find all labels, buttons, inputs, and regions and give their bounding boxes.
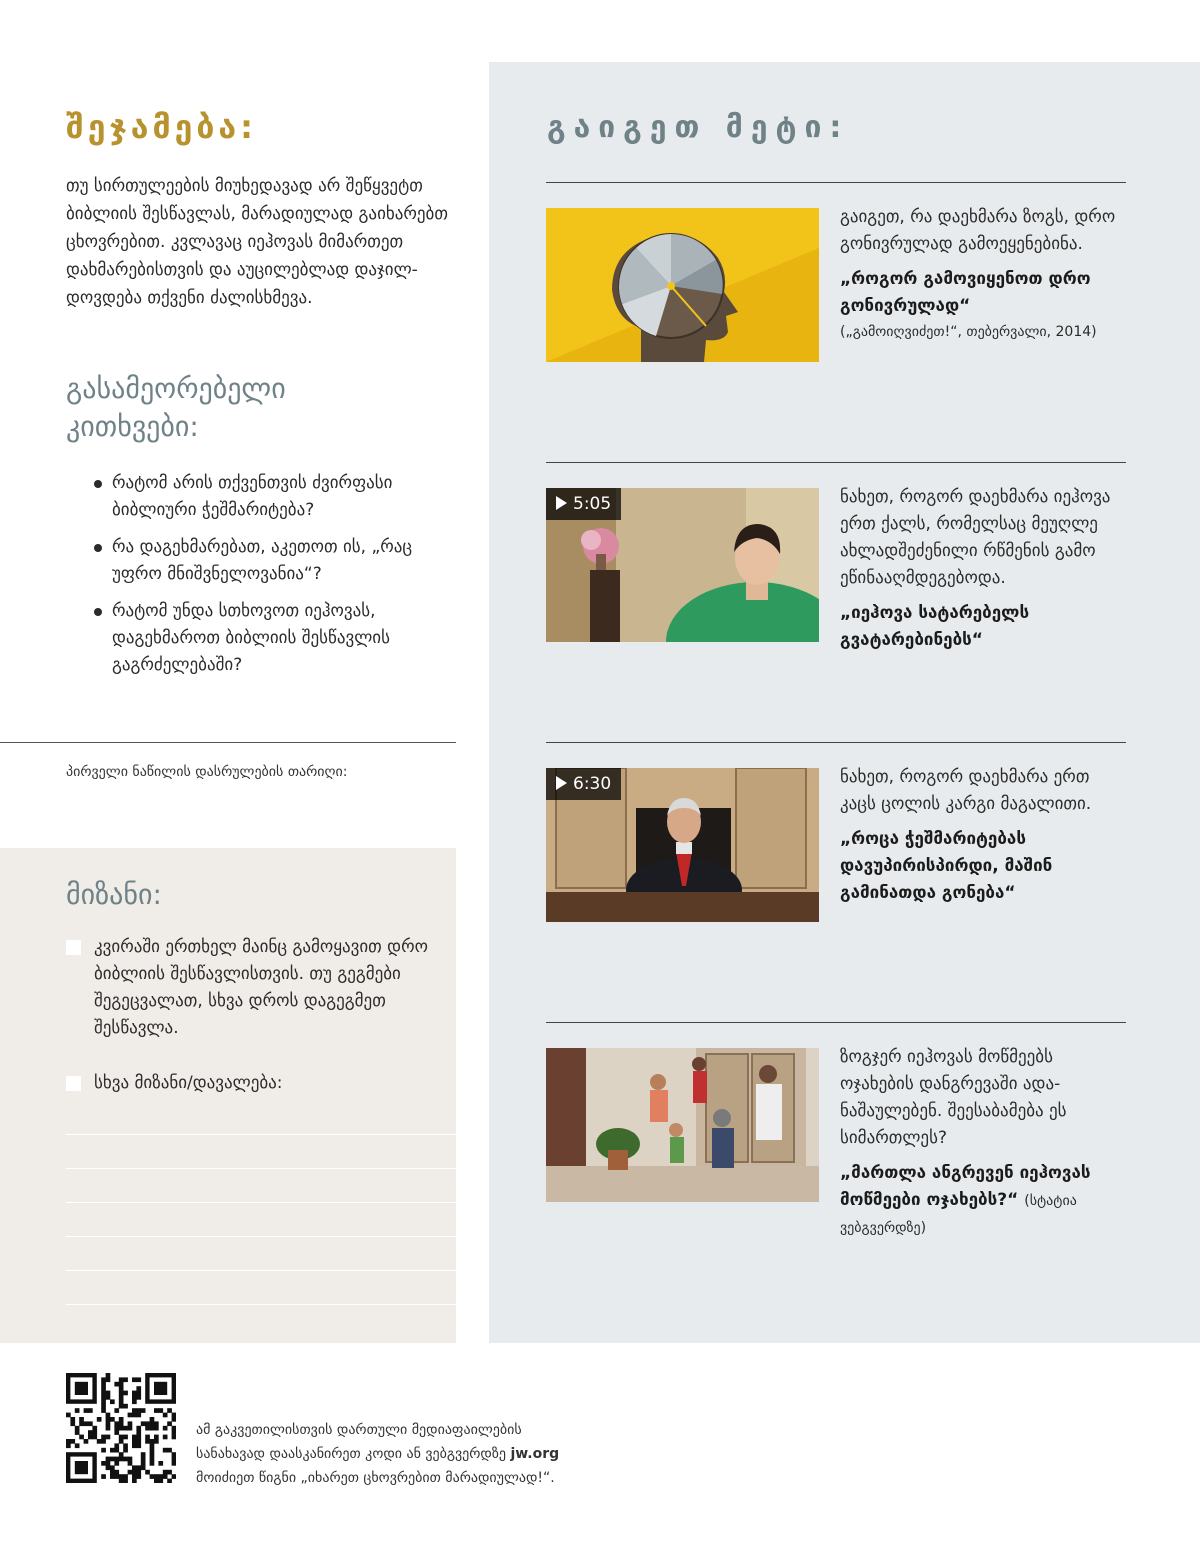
writing-line [66, 1236, 456, 1237]
divider [546, 742, 1126, 743]
goal-title: მიზანი: [66, 878, 162, 911]
qr-code-graphic [66, 1373, 176, 1483]
item-title[interactable]: „როგორ გამოვიყენოთ დრო გონივრულად“ [840, 269, 1091, 316]
item-title[interactable]: „იეჰოვა სატარებელს გვატარებინებს“ [840, 603, 1030, 650]
goal-item [66, 1070, 446, 1097]
summary-title: შეჯამება: [66, 108, 257, 146]
play-icon [556, 776, 567, 790]
writing-line [66, 1270, 456, 1271]
learn-more-panel [489, 62, 1200, 1343]
item-description: ზოგჯერ იეჰოვას მოწმეებს ოჯახების დანგრევაში ადანაშაულებენ. შეესაბამება ეს სიმართლეს? [840, 1047, 1067, 1148]
qr-code[interactable] [66, 1373, 176, 1483]
review-questions-title: გასამეორებელი კითხვები: [66, 372, 286, 443]
writing-lines[interactable] [66, 1134, 456, 1338]
summary-text: თუ სირთულეების მიუხედავად არ შეწყვეტთ ბიბლიის შესწავლას, მარადიულად გაიხარებთ ცხოვრებით. კვლავაც იეჰოვას მიმართეთ დახმარებისთვის და აუცილებლად დაჯილდოვდება თქვენი ძალისხმევა. [66, 176, 448, 308]
footer-line [196, 1442, 716, 1466]
goal-panel [0, 848, 456, 1343]
head-clock-illustration [546, 208, 819, 362]
divider [0, 742, 456, 743]
item-description: ნახეთ, როგორ დაეხმარა ერთ კაცს ცოლის კარგი მაგალითი. [840, 767, 1092, 814]
goal-checkbox[interactable] [66, 1076, 81, 1091]
review-question: რატომ უნდა სთხოვოთ იეჰოვას, დაგეხმაროთ ბიბლიის შესწავლის გაგრძელებაში? [94, 598, 444, 679]
article-thumbnail[interactable] [546, 208, 819, 362]
footer-line: მოიძიეთ წიგნი „იხარეთ ცხოვრებით მარადიულად!“. [196, 1470, 555, 1486]
divider [546, 1022, 1126, 1023]
video-thumbnail[interactable] [546, 768, 819, 922]
video-duration-badge [546, 488, 621, 520]
footer-text [196, 1418, 716, 1490]
writing-line [66, 1134, 456, 1135]
website-link[interactable]: jw.org [510, 1446, 560, 1462]
video-duration: 6:30 [573, 774, 612, 794]
divider [546, 182, 1126, 183]
completion-date-label: პირველი ნაწილის დასრულების თარიღი: [66, 764, 348, 780]
left-column [0, 0, 456, 1343]
learn-more-title: გაიგეთ მეტი: [547, 110, 850, 145]
goal-item [66, 934, 446, 1042]
video-thumbnail[interactable] [546, 488, 819, 642]
footer-line-text: სანახავად დაასკანირეთ კოდი ან ვებგვერდზე [196, 1446, 507, 1462]
item-title[interactable] [840, 1160, 1130, 1241]
item-text [840, 204, 1130, 344]
article-thumbnail[interactable] [546, 1048, 819, 1202]
goal-item-label: სხვა მიზანი/დავალება: [94, 1073, 283, 1093]
review-question: რა დაგეხმარებათ, აკეთოთ ის, „რაც უფრო მნიშვნელოვანია“? [94, 534, 444, 588]
writing-line [66, 1168, 456, 1169]
goal-checkbox[interactable] [66, 940, 81, 955]
item-title-text: „მართლა ანგრევენ იეჰოვას მოწმეები ოჯახებს?“ [840, 1163, 1091, 1210]
writing-line [66, 1202, 456, 1203]
play-icon [556, 496, 567, 510]
video-duration-badge [546, 768, 621, 800]
divider [546, 462, 1126, 463]
item-text [840, 764, 1130, 907]
goal-item-label: კვირაში ერთხელ მაინც გამოყავით დრო ბიბლიის შესწავლისთვის. თუ გეგმები შეგეცვალათ, სხვა დროს დაგეგმეთ შესწავლა. [94, 937, 428, 1038]
item-title[interactable]: „როცა ჭეშმარიტებას დავუპირისპირდი, მაშინ გამინათდა გონება“ [840, 829, 1053, 903]
video-duration: 5:05 [573, 494, 612, 514]
item-text [840, 484, 1130, 654]
family-reunion-image [546, 1048, 819, 1202]
item-text [840, 1044, 1130, 1241]
item-source: („გამოიღვიძეთ!“, თებერვალი, 2014) [840, 324, 1097, 340]
review-questions-list [94, 470, 444, 689]
footer-line: ამ გაკვეთილისთვის დართული მედიაფაილების [196, 1422, 522, 1438]
item-source: (სტატია ვებგვერდზე) [840, 1193, 1077, 1236]
writing-line [66, 1304, 456, 1305]
review-question: რატომ არის თქვენთვის ძვირფასი ბიბლიური ჭეშმარიტება? [94, 470, 444, 524]
item-description: ნახეთ, როგორ დაეხმარა იეჰოვა ერთ ქალს, რომელსაც მეუღლე ახლადშეძენილი რწმენის გამო ეწინააღმდეგებოდა. [840, 487, 1111, 588]
item-description: გაიგეთ, რა დაეხმარა ზოგს, დრო გონივრულად გამოეყენებინა. [840, 207, 1116, 254]
